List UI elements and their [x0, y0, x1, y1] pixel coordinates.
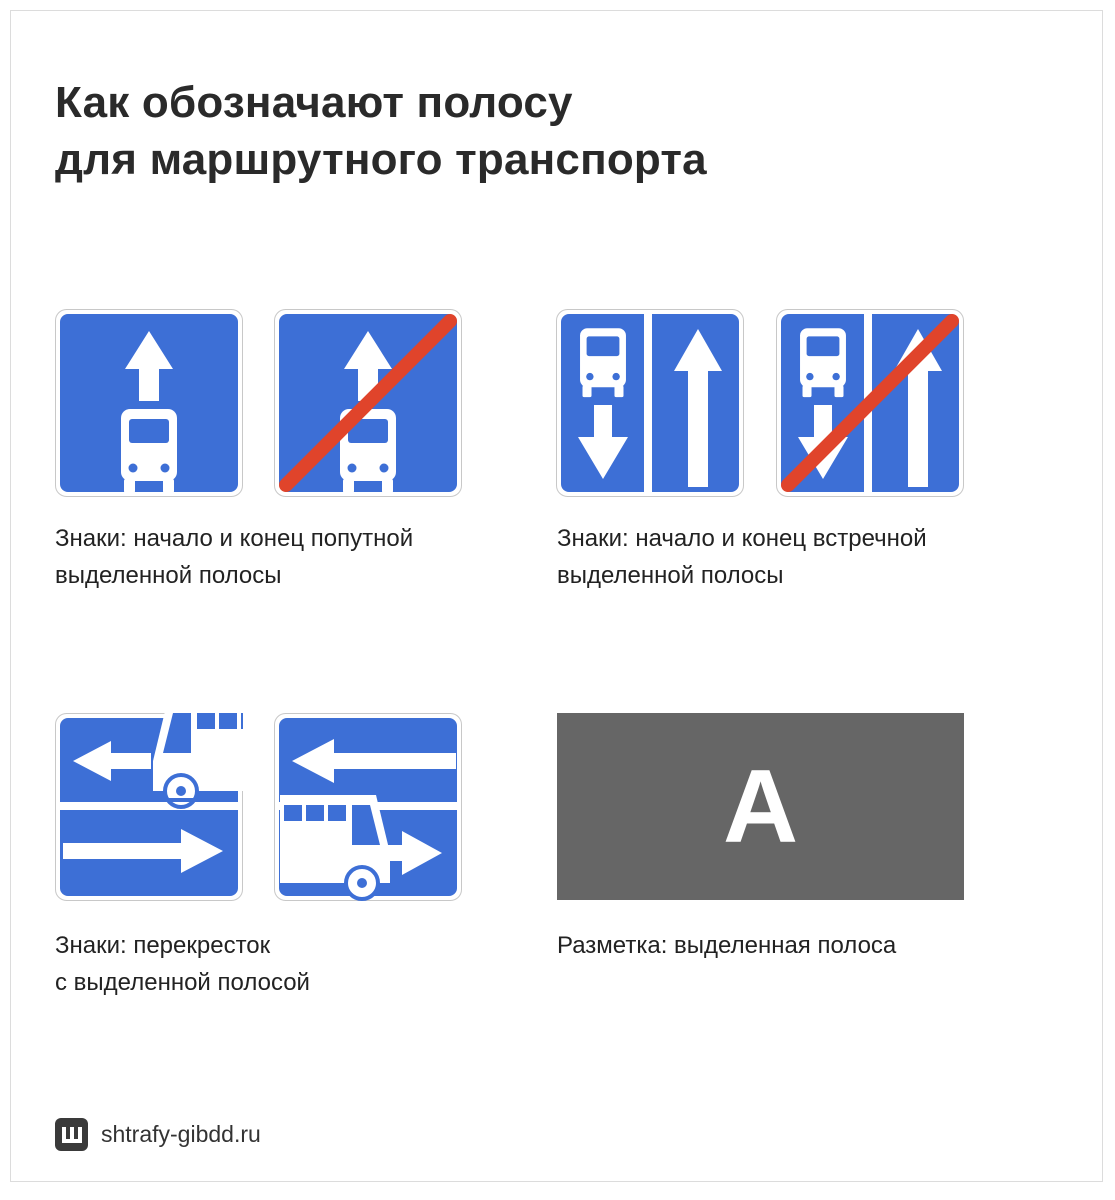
caption-line: Знаки: начало и конец попутной [55, 525, 414, 552]
site-link[interactable]: shtrafy-gibdd.ru [101, 1121, 261, 1147]
caption-line: с выделенной полосой [55, 969, 310, 996]
bus-lane-start-sign [55, 309, 243, 497]
caption-line: Знаки: перекресток [55, 932, 271, 959]
caption-line: Знаки: начало и конец встречной [557, 525, 927, 552]
intersection-bus-lane-left-sign [55, 713, 243, 901]
caption-line: Разметка: выделенная полоса [557, 932, 897, 959]
page-title [55, 74, 707, 188]
contraflow-bus-lane-start-sign [556, 309, 744, 497]
bus-lane-end-sign [274, 309, 462, 497]
marking-letter: А [722, 748, 799, 865]
caption-lane-marking [557, 927, 896, 964]
lane-marking-a [557, 713, 964, 900]
logo-letter-icon [61, 1126, 83, 1144]
contraflow-bus-lane-end-sign [776, 309, 964, 497]
caption-line: выделенной полосы [557, 562, 784, 589]
title-line-1: Как обозначают полосу [55, 78, 573, 127]
caption-line: выделенной полосы [55, 562, 282, 589]
title-line-2: для маршрутного транспорта [55, 135, 707, 184]
site-logo-icon [55, 1118, 88, 1151]
caption-same-direction-lane [55, 520, 413, 594]
intersection-bus-lane-right-sign [274, 713, 462, 901]
caption-intersection-lane [55, 927, 310, 1001]
caption-contraflow-lane [557, 520, 927, 594]
footer [55, 1118, 261, 1151]
